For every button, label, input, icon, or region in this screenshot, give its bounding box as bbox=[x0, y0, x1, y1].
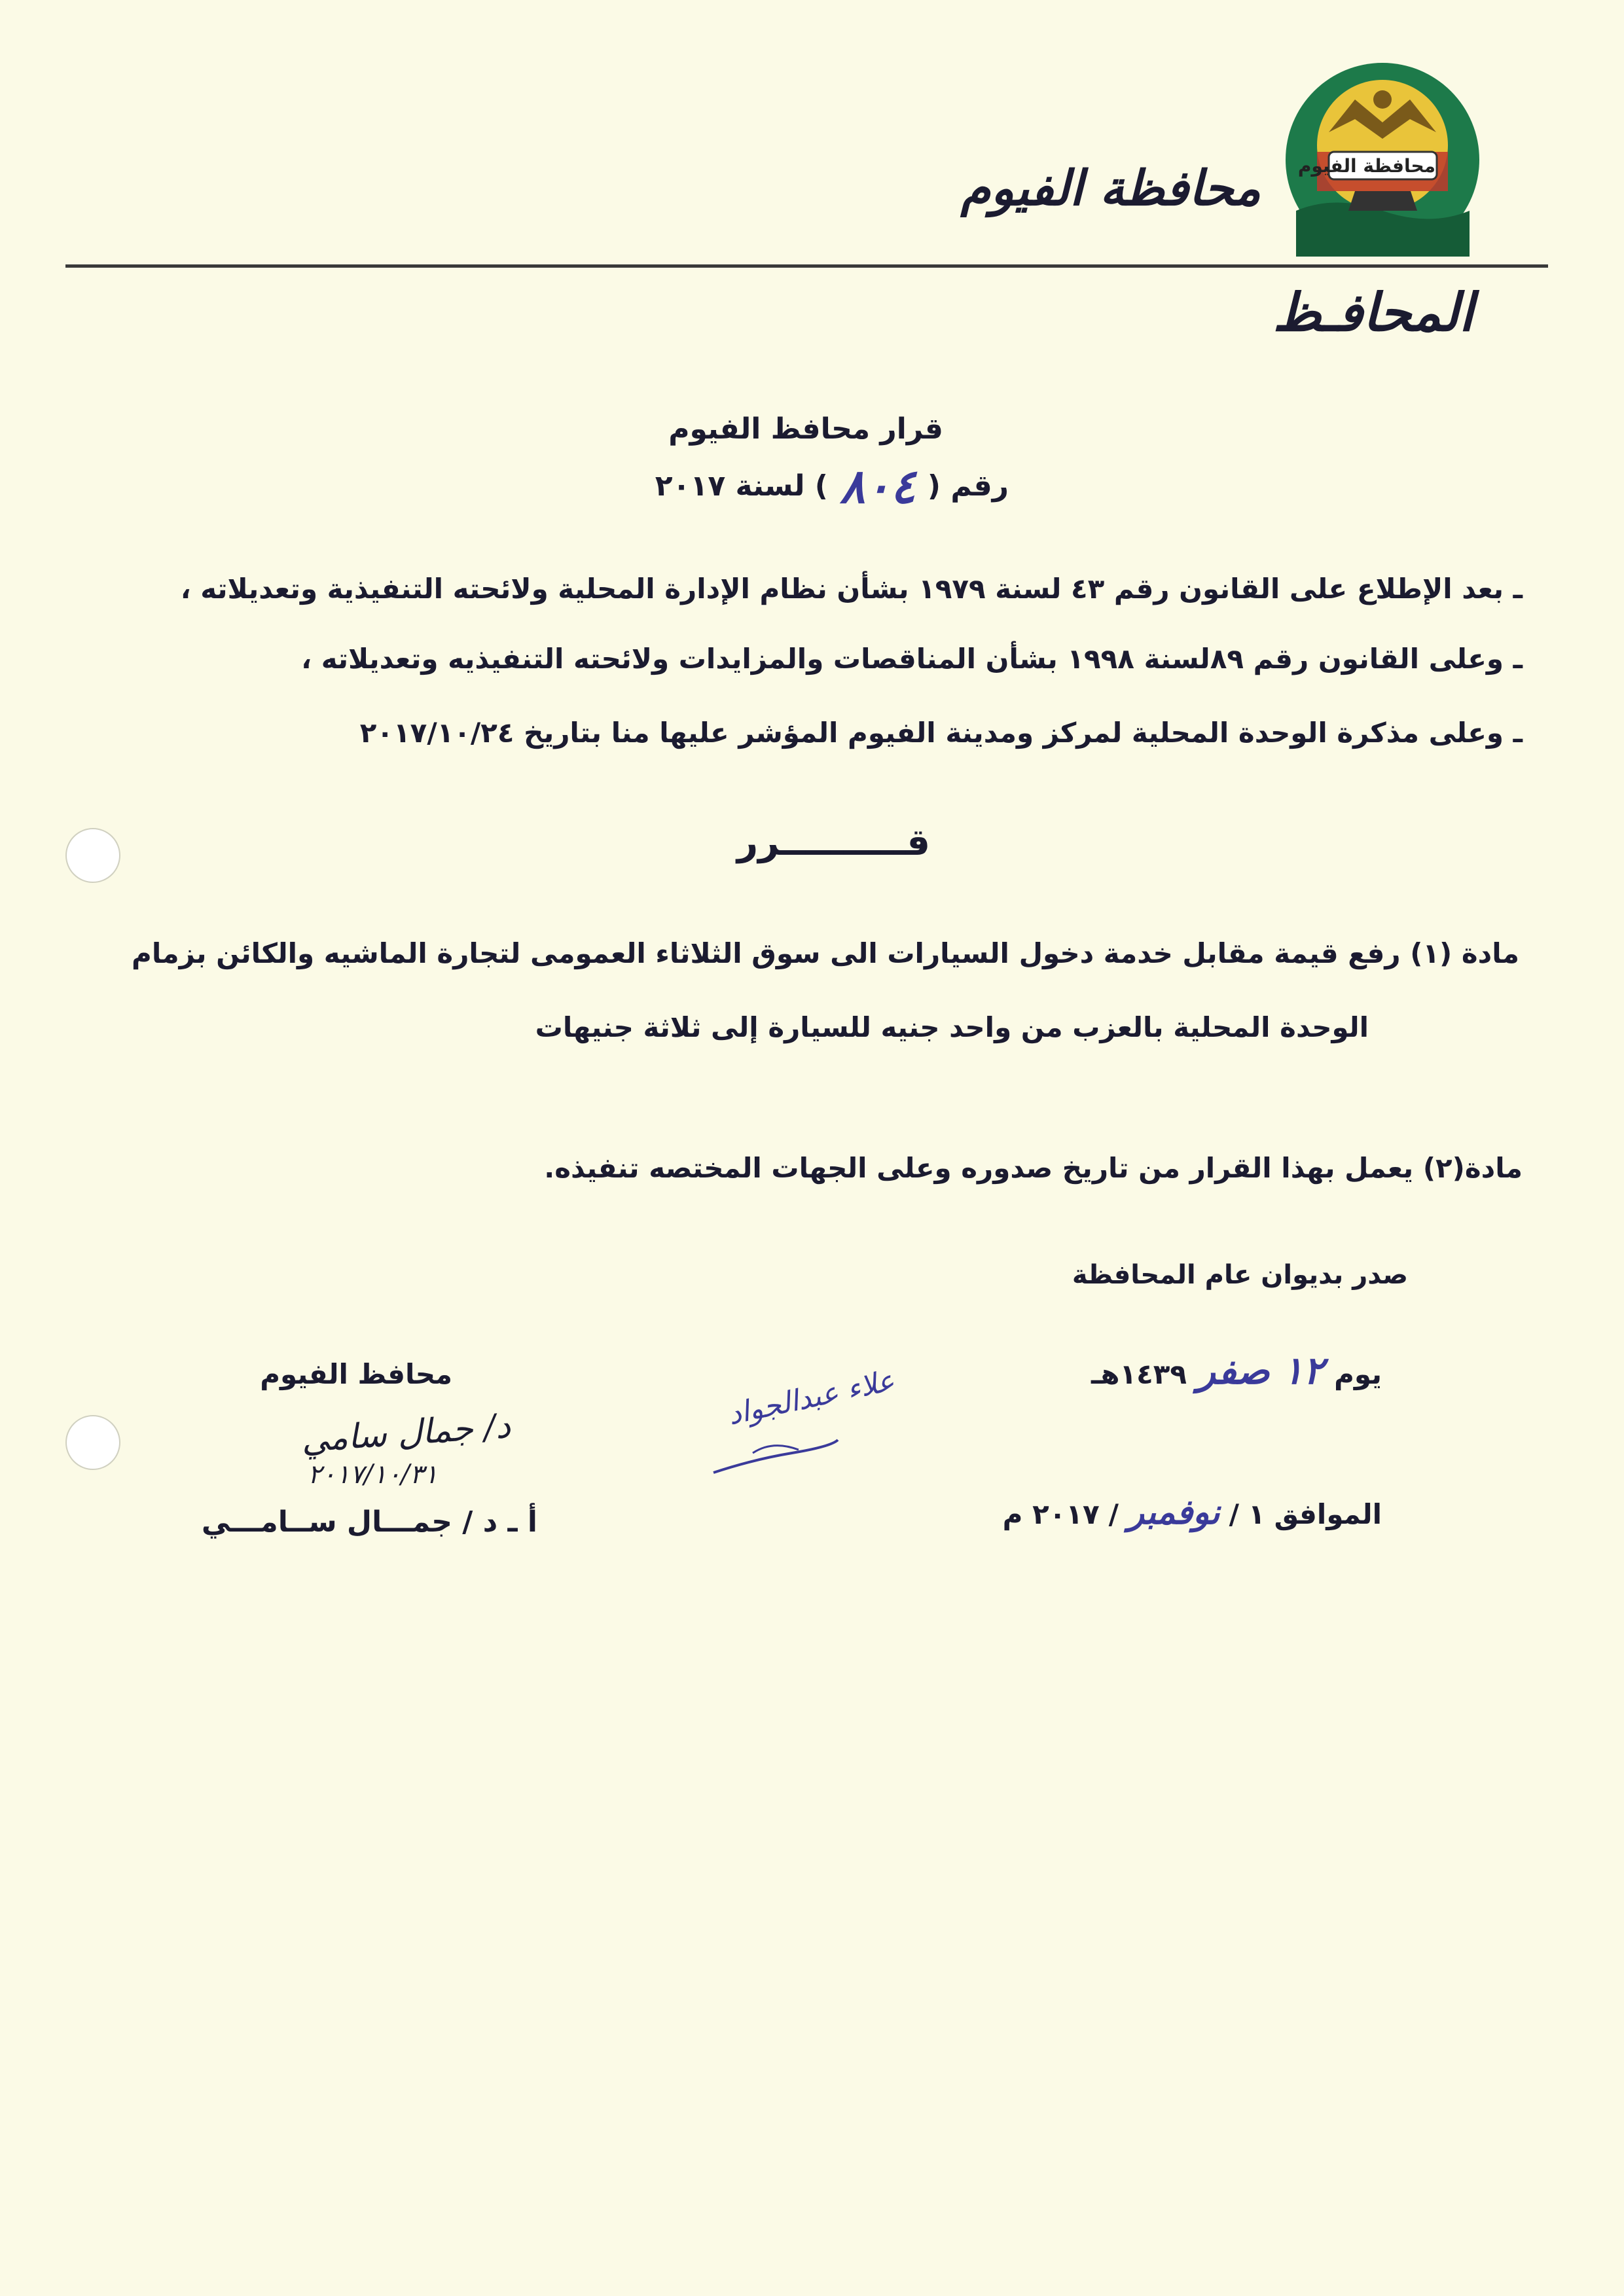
header-divider bbox=[65, 264, 1548, 268]
hijri-year: ١٤٣٩هـ bbox=[1091, 1358, 1187, 1390]
governor-title: محافظ الفيوم bbox=[260, 1358, 452, 1390]
decree-number-handwritten: ٨٠٤ bbox=[839, 458, 916, 514]
gregorian-day: ١ bbox=[1248, 1498, 1265, 1530]
gregorian-date-line: الموافق ١ / نوفمبر / ٢٠١٧ م bbox=[1002, 1492, 1382, 1532]
article-2-text: يعمل بهذا القرار من تاريخ صدوره وعلى الجهات المختصه تنفيذه. bbox=[544, 1152, 1414, 1184]
decision-heading: قــــــــــرر bbox=[736, 821, 930, 864]
office-title: المحافـظ bbox=[1272, 281, 1473, 343]
article-1-first-line bbox=[132, 937, 1519, 969]
initial-signature bbox=[694, 1363, 897, 1505]
punch-hole bbox=[65, 828, 120, 883]
decree-number-line bbox=[655, 458, 1009, 514]
hijri-prefix: يوم bbox=[1334, 1358, 1382, 1390]
governorate-name: محافظة الفيوم bbox=[960, 160, 1261, 217]
article-2-label: مادة(٢) bbox=[1422, 1152, 1523, 1184]
hijri-day-handwritten: ١٢ صفر bbox=[1197, 1348, 1324, 1393]
preamble-item: ـ بعد الإطلاع على القانون رقم ٤٣ لسنة ١٩٧٩ بشأن نظام الإدارة المحلية ولائحته التنفيذية وتعديلاته ، bbox=[180, 573, 1523, 605]
governor-sign-date: ٢٠١٧/١٠/٣١ bbox=[308, 1460, 438, 1490]
article-2-line bbox=[544, 1152, 1523, 1184]
decree-heading: قرار محافظ الفيوم bbox=[668, 412, 943, 446]
governor-name: أ ـ د / جمـــال ســامـــي bbox=[201, 1505, 537, 1539]
signature-stroke-icon bbox=[694, 1374, 857, 1505]
governorate-logo bbox=[1283, 60, 1483, 260]
initial-signature-text: علاء عبدالجواد bbox=[725, 1363, 897, 1432]
article-1-text-line-2: الوحدة المحلية بالعزب من واحد جنيه للسيارة إلى ثلاثة جنيهات bbox=[535, 1011, 1369, 1043]
gregorian-year: ٢٠١٧ م bbox=[1002, 1498, 1100, 1530]
article-1-label: مادة (١) bbox=[1410, 937, 1519, 969]
article-1-text-line-1: رفع قيمة مقابل خدمة دخول السيارات الى سوق الثلاثاء العمومى لتجارة الماشيه والكائن بزمام bbox=[132, 937, 1401, 969]
gregorian-month-handwritten: نوفمبر bbox=[1127, 1492, 1220, 1532]
governor-signature-text: د/ جمال سامي bbox=[300, 1406, 512, 1461]
decree-number-suffix: ) لسنة ٢٠١٧ bbox=[655, 469, 828, 503]
issued-at: صدر بديوان عام المحافظة bbox=[1072, 1260, 1408, 1290]
gregorian-prefix: الموافق bbox=[1274, 1498, 1382, 1530]
punch-hole bbox=[65, 1415, 120, 1470]
hijri-date-line bbox=[1091, 1348, 1382, 1393]
preamble-item: ـ وعلى مذكرة الوحدة المحلية لمركز ومدينة الفيوم المؤشر عليها منا بتاريخ ٢٠١٧/١٠/٢٤ bbox=[359, 717, 1523, 749]
logo-text: محافظة الفيوم bbox=[1297, 155, 1435, 177]
preamble-item: ـ وعلى القانون رقم ٨٩لسنة ١٩٩٨ بشأن المناقصات والمزايدات ولائحته التنفيذيه وتعديلاته ، bbox=[301, 643, 1523, 675]
decree-number-prefix: رقم ( bbox=[927, 469, 1009, 503]
